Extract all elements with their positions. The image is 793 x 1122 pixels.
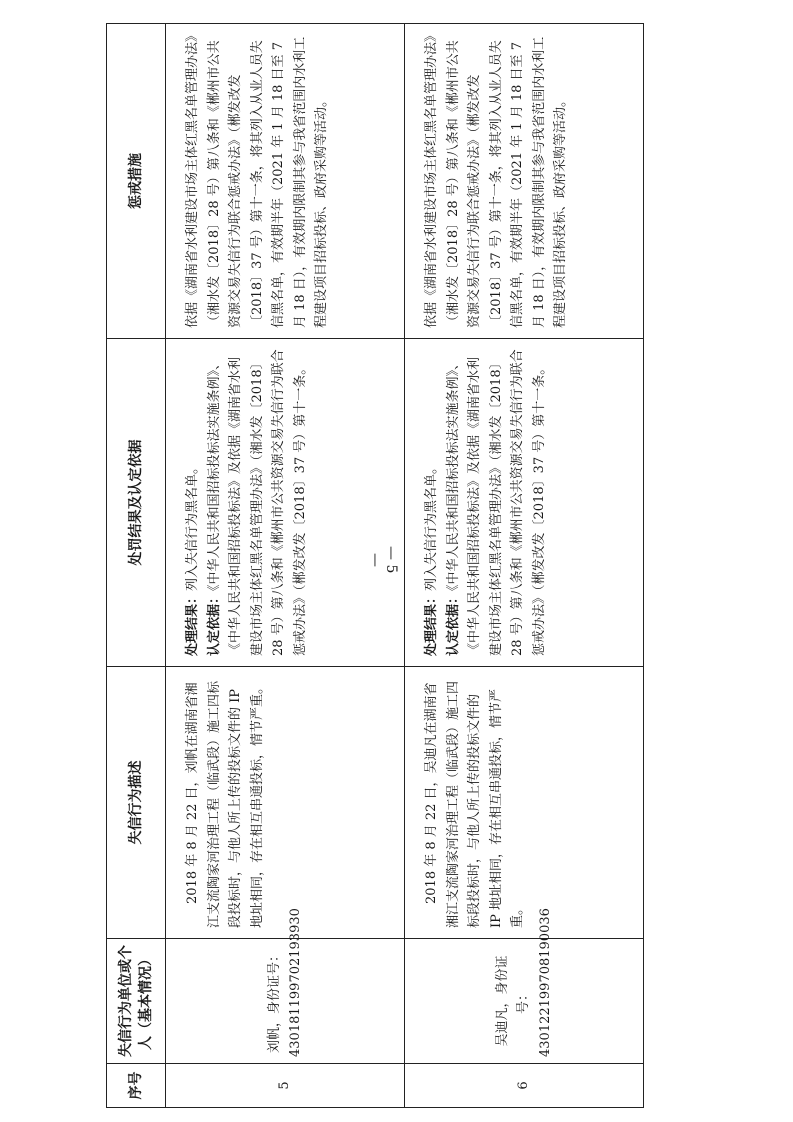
result-line	[421, 349, 443, 656]
basis-text: 《中华人民共和国招标投标法实施条例》、《中华人民共和国招标投标法》及依据《湖南省水利建设市场主体红黑名单管理办法》（湘水发〔2018〕28 号）第八条和《郴州市公共资源交易失信行为联合惩戒办法》（郴发改发〔2018〕37 号）第十一条。	[206, 349, 308, 656]
person-info: 刘帆，身份证号：430181199702193930	[166, 939, 405, 1064]
basis-label: 认定依据：	[206, 590, 222, 656]
penalty-basis	[405, 339, 644, 667]
row-number: 6	[405, 1064, 644, 1108]
penalty-basis	[166, 339, 405, 667]
violation-text: 2018 年 8 月 22 日，吴迪凡在湖南省湘江支流陶家河治理工程（临武段）施工四标段投标时，与他人所上传的投标文件的 IP 地址相同，存在相互串通投标，情节严重。	[424, 680, 525, 928]
basis-line	[204, 349, 312, 656]
violation-text: 2018 年 8 月 22 日，刘帆在湖南省湘江支流陶家河治理工程（临武段）施工四标段投标时，与他人所上传的投标文件的 IP 地址相同，存在相互串通投标，情节严重。	[185, 680, 265, 928]
result-label: 处理结果：	[424, 590, 439, 656]
basis-line	[443, 349, 551, 656]
disciplinary-measures	[166, 24, 405, 339]
measures-text: 依据《湖南省水利建设市场主体红黑名单管理办法》（湘水发〔2018〕28 号）第八条和《郴州市公共资源交易失信行为联合惩戒办法》（郴发改发〔2018〕37 号）第十一条，将其列入从业人员失信黑名单，有效期半年（2021 年 1 月 18 日至 7 月 18 日），有效期内限制其参与我省范围内水利工程建设项目招标投标、政府采购等活动。	[185, 35, 329, 328]
measures-text: 依据《湖南省水利建设市场主体红黑名单管理办法》（湘水发〔2018〕28 号）第八条和《郴州市公共资源交易失信行为联合惩戒办法》（郴发改发〔2018〕37 号）第十一条，将其列入从业人员失信黑名单，有效期半年（2021 年 1 月 18 日至 7 月 18 日），有效期内限制其参与我省范围内水利工程建设项目招标投标、政府采购等活动。	[424, 35, 568, 328]
result-line	[182, 349, 204, 656]
violation-description	[405, 667, 644, 939]
table-header-row	[107, 24, 166, 1108]
table-row	[405, 24, 644, 1108]
header-basis: 处罚结果及认定依据	[107, 339, 166, 667]
basis-label: 认定依据：	[445, 590, 461, 656]
header-measures: 惩戒措施	[107, 24, 166, 339]
result-text: 列入失信行为黑名单。	[424, 460, 439, 591]
result-label: 处理结果：	[185, 590, 200, 656]
person-info: 吴迪凡，身份证号：430122199708190036	[405, 939, 644, 1064]
basis-text: 《中华人民共和国招标投标法实施条例》、《中华人民共和国招标投标法》及依据《湖南省水利建设市场主体红黑名单管理办法》（湘水发〔2018〕28 号）第八条和《郴州市公共资源交易失信行为联合惩戒办法》（郴发改发〔2018〕37 号）第十一条。	[445, 349, 547, 656]
header-who: 失信行为单位或个人（基本情况）	[107, 939, 166, 1064]
disciplinary-measures	[405, 24, 644, 339]
result-text: 列入失信行为黑名单。	[185, 460, 200, 591]
header-no: 序号	[107, 1064, 166, 1108]
row-number: 5	[166, 1064, 405, 1108]
header-desc: 失信行为描述	[107, 667, 166, 939]
page-number: — 5 —	[367, 546, 399, 574]
violation-description	[166, 667, 405, 939]
